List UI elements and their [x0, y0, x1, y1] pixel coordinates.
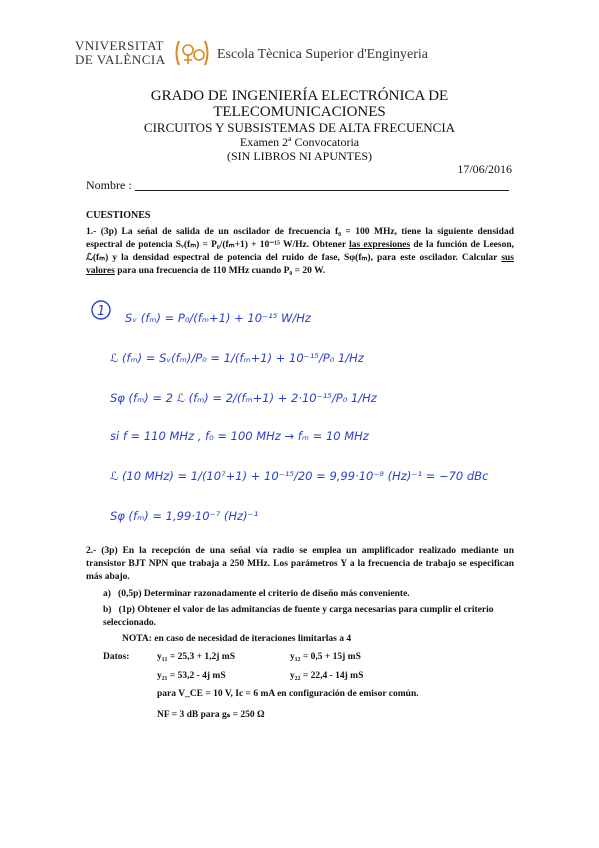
noise-figure: NF = 3 dB para gₛ = 250 Ω	[157, 710, 265, 720]
question-2b: b) (1p) Obtener el valor de las admitancias de fuente y carga necesarias para cumplir el criterio seleccionado.	[103, 605, 494, 628]
answer-number: 1	[97, 304, 106, 319]
exam-label: Examen 2ª Convocatoria	[239, 135, 360, 149]
degree-title-line2: TELECOMUNICACIONES	[213, 104, 386, 120]
logo-line2: DE VALÈNCIA	[75, 52, 166, 67]
question-2a: a) (0,5p) Determinar razonadamente el criterio de diseño más conveniente.	[103, 589, 410, 599]
hand-line-3: Sφ (fₘ) = 2 ℒ (fₘ) = 2/(fₘ+1) + 2·10⁻¹⁵/P₀ 1/Hz	[110, 391, 377, 405]
hand-line-1: Sᵥ (fₘ) = P₀/(fₘ+1) + 10⁻¹⁵ W/Hz	[125, 311, 311, 325]
exam-date: 17/06/2016	[457, 162, 512, 176]
hand-line-5: ℒ (10 MHz) = 1/(10⁷+1) + 10⁻¹⁵/20 = 9,99·10⁻⁸ (Hz)⁻¹ = −70 dBc	[110, 469, 489, 483]
name-line	[135, 190, 509, 191]
question-1: 1.- (3p) La señal de salida de un oscilador de frecuencia f₀ = 100 MHz, tiene la siguiente densidad espectral de potencia Sᵥ(fₘ) = P₀/(fₘ+1) + 10⁻¹⁵ W/Hz. Obtener las expresiones de la función de Leeson, ℒ(fₘ) y la densidad espectral de potencia del ruido de fase, Sφ(fₘ), para este oscilador. Calcular sus valores para una frecuencia de 110 MHz cuando P₀ = 20 W.	[86, 227, 515, 276]
logo-line1: VNIVERSITAT	[75, 38, 164, 53]
hand-line-4: si f = 110 MHz , f₀ = 100 MHz → fₘ = 10 MHz	[110, 429, 369, 443]
note: NOTA: en caso de necesidad de iteraciones limitarlas a 4	[122, 634, 352, 644]
logo-emblem-icon	[173, 38, 211, 68]
subject-title: CIRCUITOS Y SUBSISTEMAS DE ALTA FRECUENCIA	[143, 120, 456, 135]
handwritten-answer	[85, 290, 515, 530]
exam-rules: (SIN LIBROS NI APUNTES)	[226, 149, 372, 163]
section-title: CUESTIONES	[86, 210, 151, 221]
param-y21: y₂₁ = 53,2 - 4j mS	[157, 671, 226, 681]
name-label: Nombre :	[86, 178, 132, 192]
data-label: Datos:	[103, 652, 130, 662]
question-2: 2.- (3p) En la recepción de una señal vía radio se emplea un amplificador realizado mediante un transistor BJT NPN que trabaja a 250 MHz. Los parámetros Y a la frecuencia de trabajo se especifican más abajo.	[86, 546, 514, 582]
hand-line-2: ℒ (fₘ) = Sᵥ(fₘ)/P₀ = 1/(fₘ+1) + 10⁻¹⁵/P₀ 1/Hz	[110, 351, 364, 365]
degree-title-line1: GRADO DE INGENIERÍA ELECTRÓNICA DE	[150, 88, 449, 104]
hand-line-6: Sφ (fₘ) = 1,99·10⁻⁷ (Hz)⁻¹	[110, 509, 259, 523]
school-name: Escola Tècnica Superior d'Enginyeria	[217, 47, 429, 62]
param-y11: y₁₁ = 25,3 + 1,2j mS	[157, 652, 236, 662]
operating-conditions: para V_CE = 10 V, Ic = 6 mA en configuración de emisor común.	[157, 689, 419, 699]
param-y22: y₂₂ = 22,4 - 14j mS	[290, 671, 364, 681]
university-logo	[75, 38, 435, 74]
param-y12: y₁₂ = 0,5 + 15j mS	[290, 652, 361, 662]
